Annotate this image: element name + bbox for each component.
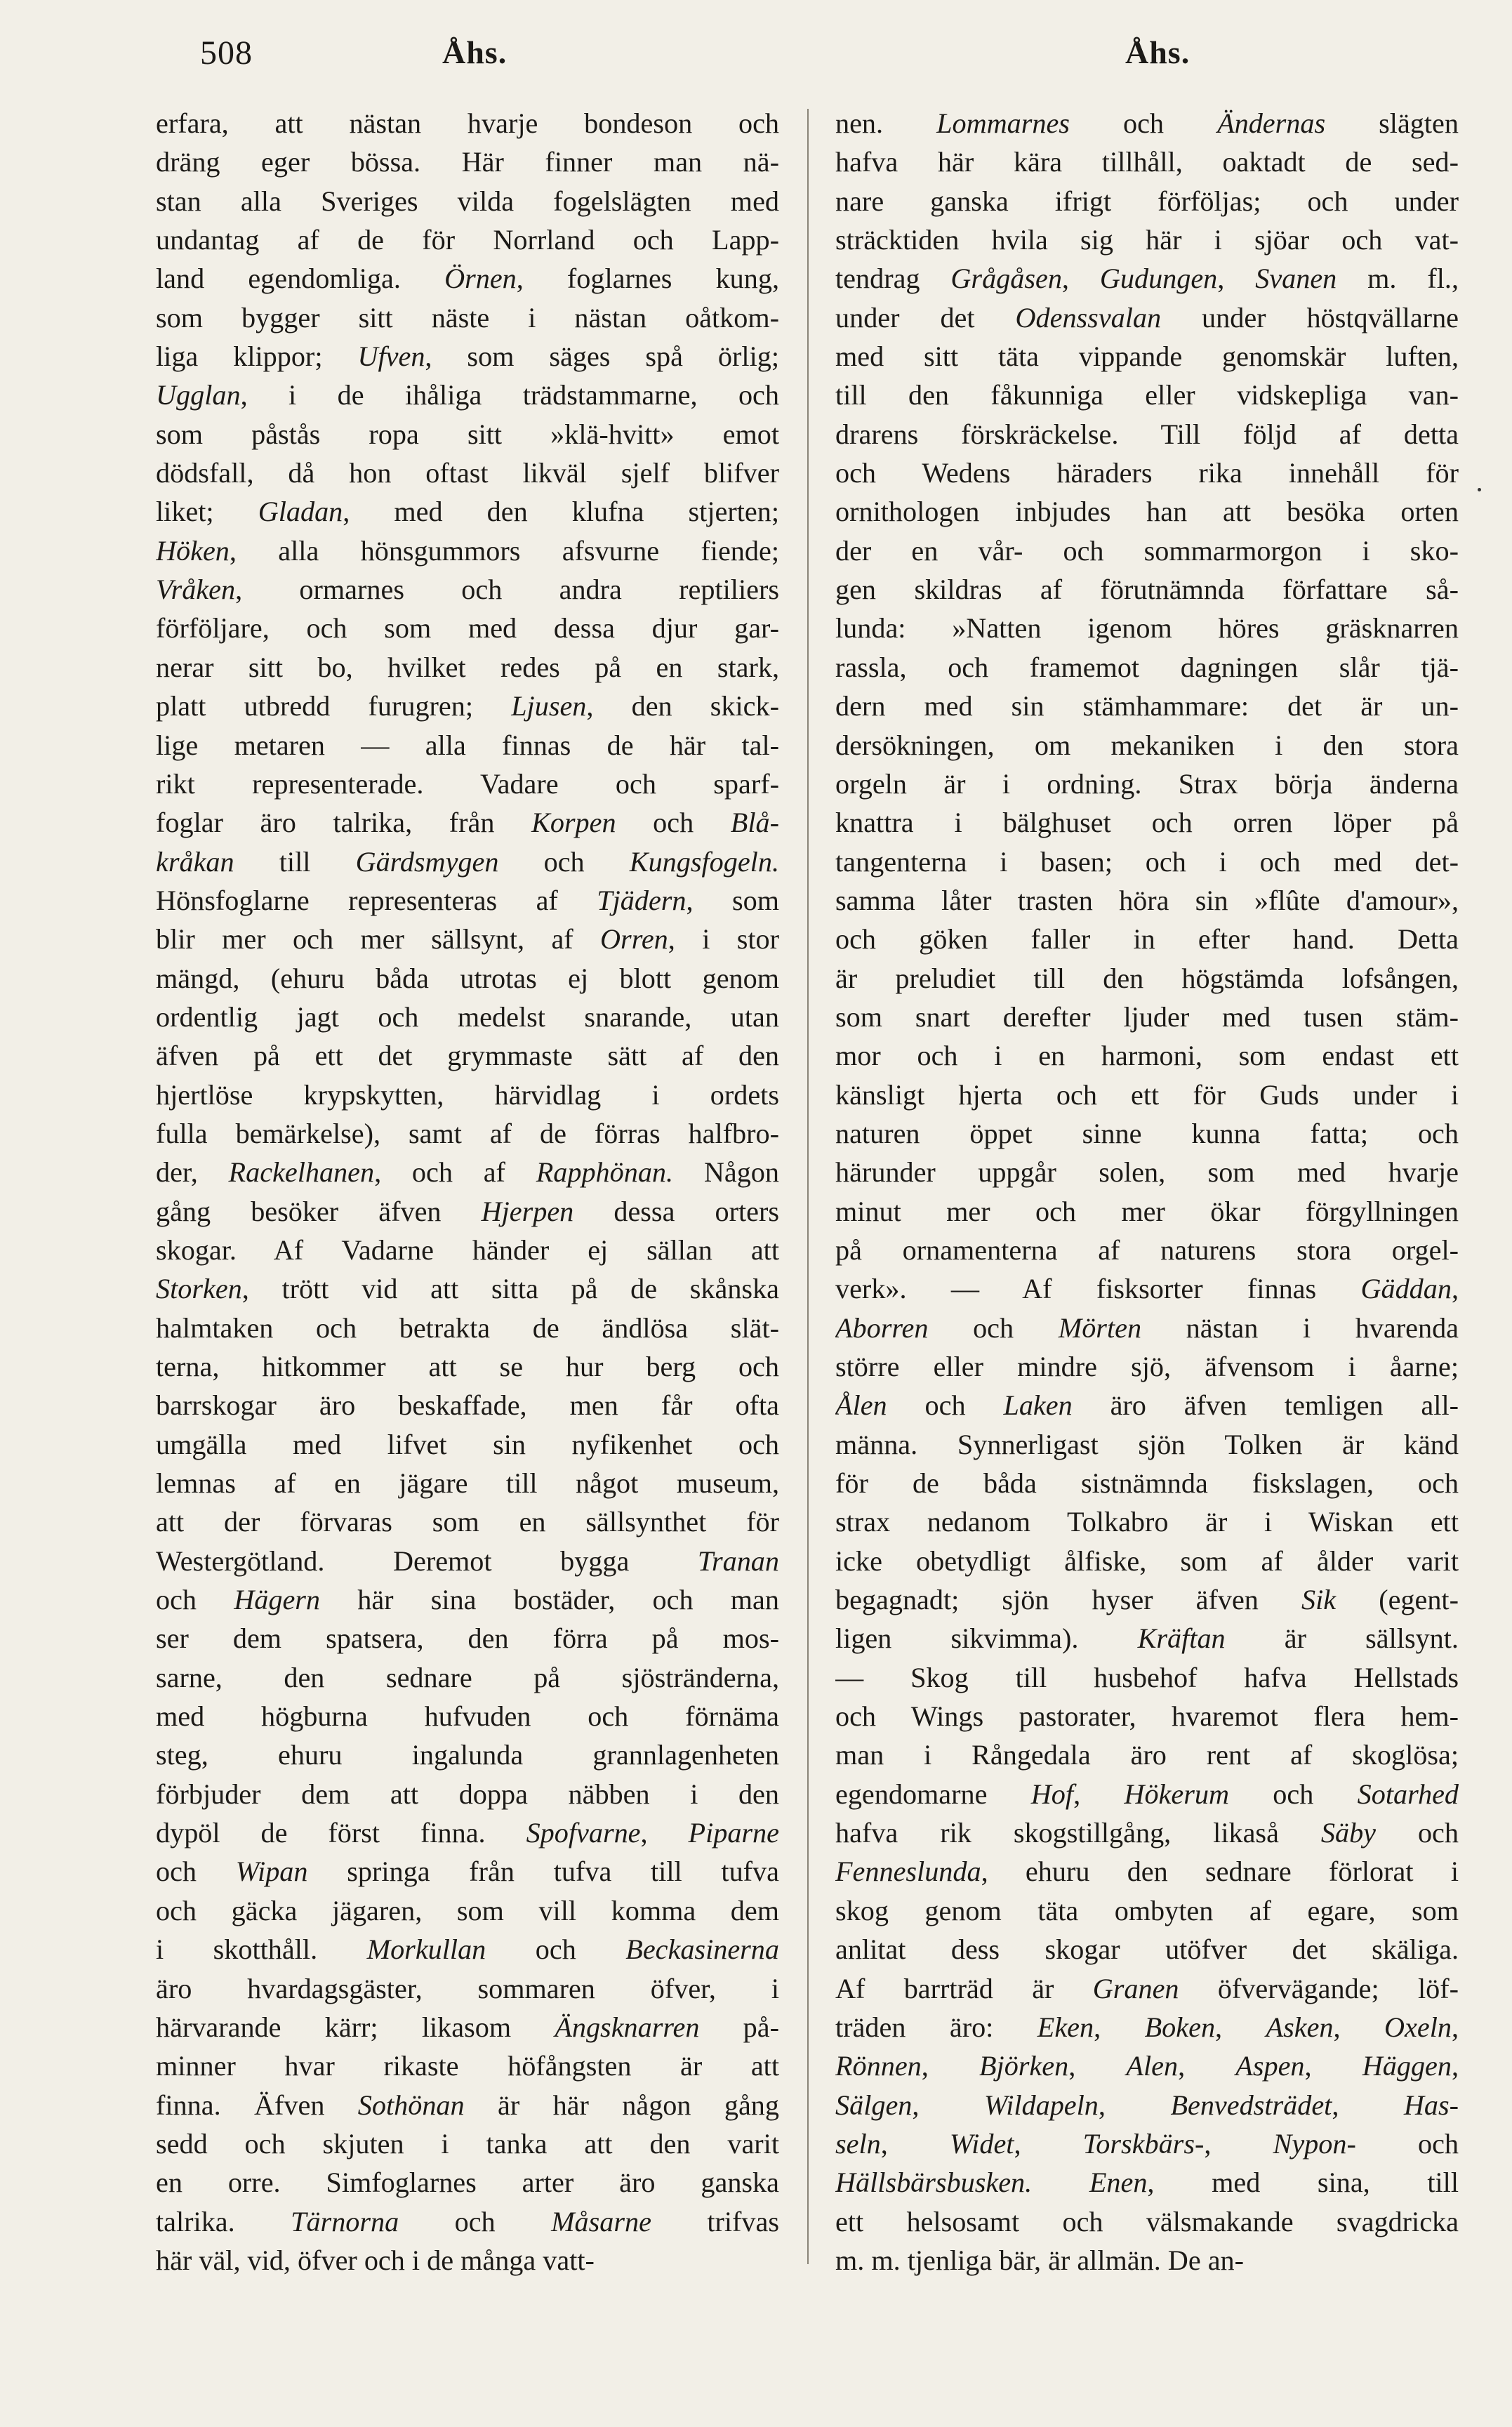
text-line: att der förvaras som en sällsynthet för (156, 1506, 779, 1538)
text-line: här väl, vid, öfver och i de många vatt- (156, 2244, 595, 2276)
text-line: som bygger sitt näste i nästan oåtkom- (156, 301, 779, 333)
text-line: och gäcka jägaren, som vill komma dem (156, 1894, 779, 1926)
text-line: hafva rik skogstillgång, likaså Säby och (835, 1817, 1459, 1849)
text-line: dersökningen, om mekaniken i den stora (835, 729, 1459, 761)
text-line: stan alla Sveriges vilda fogelslägten med (156, 185, 779, 217)
text-line: ett helsosamt och välsmakande svagdricka (835, 2205, 1459, 2237)
text-line: och Hägern här sina bostäder, och man (156, 1584, 779, 1616)
text-line: der, Rackelhanen, och af Rapphönan. Någon (156, 1156, 779, 1189)
text-line: mor och i en harmoni, som endast ett (835, 1040, 1459, 1072)
text-line: lige metaren — alla finnas de här tal- (156, 729, 779, 761)
text-line: härvarande kärr; likasom Ängsknarren på- (156, 2011, 779, 2043)
left-text-column (156, 104, 779, 2280)
text-line: äro hvardagsgäster, sommaren öfver, i (156, 1972, 779, 2004)
text-line: icke obetydligt ålfiske, som af ålder varit (835, 1545, 1459, 1577)
text-line: m. m. tjenliga bär, är allmän. De an- (835, 2244, 1245, 2276)
text-line: Höken, alla hönsgummors afsvurne fiende; (156, 534, 779, 567)
text-line: förbjuder dem att doppa näbben i den (156, 1778, 779, 1810)
column-divider (807, 109, 809, 2264)
text-line: — Skog till husbehof hafva Hellstads (835, 1661, 1459, 1693)
text-line: ordentlig jagt och medelst snarande, utan (156, 1000, 779, 1033)
text-line: för de båda sistnämnda fiskslagen, och (835, 1467, 1459, 1500)
text-line: naturen öppet sinne kunna fatta; och (835, 1117, 1459, 1149)
text-line: härunder uppgår solen, som med hvarje (835, 1156, 1459, 1189)
text-line: Ugglan, i de ihåliga trädstammarne, och (156, 379, 779, 411)
text-line: männa. Synnerligast sjön Tolken är känd (835, 1428, 1459, 1460)
text-line: barrskogar äro beskaffade, men får ofta (156, 1389, 779, 1422)
text-line: en orre. Simfoglarnes arter äro ganska (156, 2167, 779, 2199)
text-line: seln, Widet, Torskbärs-, Nypon- och (835, 2127, 1459, 2160)
text-line: steg, ehuru ingalunda grannlagenheten (156, 1739, 779, 1771)
text-line: drarens förskräckelse. Till följd af detta (835, 418, 1459, 450)
text-line: gen skildras af förutnämnda författare så- (835, 574, 1459, 606)
text-line: tangenterna i basen; och i och med det- (835, 845, 1459, 878)
text-line: strax nedanom Tolkabro är i Wiskan ett (835, 1506, 1459, 1538)
running-head-left: Åhs. (442, 34, 508, 70)
text-line: Vråken, ormarnes och andra reptiliers (156, 574, 779, 606)
text-line: rassla, och framemot dagningen slår tjä- (835, 651, 1459, 683)
text-line: nare ganska ifrigt förföljas; och under (835, 185, 1459, 217)
text-line: talrika. Tärnorna och Måsarne trifvas (156, 2205, 779, 2237)
text-line: dödsfall, då hon oftast likväl sjelf blifver (156, 457, 779, 489)
text-line: sarne, den sednare på sjöstränderna, (156, 1661, 779, 1693)
text-line: förföljare, och som med dessa djur gar- (156, 612, 779, 644)
text-line: Af barrträd är Granen öfvervägande; löf- (835, 1972, 1459, 2004)
text-line: mängd, (ehuru båda utrotas ej blott genom (156, 962, 779, 994)
text-line: Fenneslunda, ehuru den sednare förlorat i (835, 1856, 1459, 1888)
text-line: orgeln är i ordning. Strax börja änderna (835, 767, 1459, 800)
text-line: begagnadt; sjön hyser äfven Sik (egent- (835, 1584, 1459, 1616)
text-line: fulla bemärkelse), samt af de förras halfbro- (156, 1117, 779, 1149)
text-line: under det Odenssvalan under höstqvällarne (835, 301, 1459, 333)
text-line: hafva här kära tillhåll, oaktadt de sed- (835, 146, 1459, 178)
text-line: knattra i bälghuset och orren löper på (835, 807, 1459, 839)
text-line: kråkan till Gärdsmygen och Kungsfogeln. (156, 845, 779, 878)
text-line: dypöl de först finna. Spofvarne, Piparne (156, 1817, 779, 1849)
text-line: är preludiet till den högstämda lofsången, (835, 962, 1459, 994)
text-line: sedd och skjuten i tanka att den varit (156, 2127, 779, 2160)
text-line: träden äro: Eken, Boken, Asken, Oxeln, (835, 2011, 1459, 2043)
text-line: med sitt täta vippande genomskär luften, (835, 340, 1459, 373)
text-line: der en vår- och sommarmorgon i sko- (835, 534, 1459, 567)
text-line: nen. Lommarnes och Ändernas slägten (835, 107, 1459, 139)
text-line: Hällsbärsbusken. Enen, med sina, till (835, 2167, 1459, 2199)
text-line: halmtaken och betrakta de ändlösa slät- (156, 1311, 779, 1344)
text-line: i skotthåll. Morkullan och Beckasinerna (156, 1933, 779, 1966)
text-line: till den fåkunniga eller vidskepliga van- (835, 379, 1459, 411)
text-line: Westergötland. Deremot bygga Tranan (156, 1545, 779, 1577)
right-text-column (835, 104, 1459, 2280)
text-line: och göken faller in efter hand. Detta (835, 923, 1459, 955)
text-line: och Wipan springa från tufva till tufva (156, 1856, 779, 1888)
text-line: rikt representerade. Vadare och sparf- (156, 767, 779, 800)
text-line: lunda: »Natten igenom höres gräsknarren (835, 612, 1459, 644)
text-line: Sälgen, Wildapeln, Benvedsträdet, Has- (835, 2089, 1459, 2121)
text-line: gång besöker äfven Hjerpen dessa orters (156, 1195, 779, 1227)
text-line: ornithologen inbjudes han att besöka orten (835, 496, 1459, 528)
page-number: 508 (200, 34, 253, 72)
text-line: nerar sitt bo, hvilket redes på en stark, (156, 651, 779, 683)
text-line: känsligt hjerta och ett för Guds under i (835, 1078, 1459, 1111)
text-line: minner hvar rikaste höfångsten är att (156, 2050, 779, 2082)
text-line: Aborren och Mörten nästan i hvarenda (835, 1311, 1459, 1344)
text-line: Rönnen, Björken, Alen, Aspen, Häggen, (835, 2050, 1459, 2082)
text-line: dern med sin stämhammare: det är un- (835, 690, 1459, 722)
text-line: skog genom täta ombyten af egare, som (835, 1894, 1459, 1926)
text-line: lemnas af en jägare till något museum, (156, 1467, 779, 1500)
text-line: Ålen och Laken äro äfven temligen all- (835, 1389, 1459, 1422)
text-line: äfven på ett det grymmaste sätt af den (156, 1040, 779, 1072)
text-line: hjertlöse krypskytten, härvidlag i ordets (156, 1078, 779, 1111)
margin-mark (1478, 488, 1481, 491)
text-line: Storken, trött vid att sitta på de skånska (156, 1273, 779, 1305)
text-line: ser dem spatsera, den förra på mos- (156, 1622, 779, 1655)
text-line: skogar. Af Vadarne händer ej sällan att (156, 1234, 779, 1266)
text-line: samma låter trasten höra sin »flûte d'amour», (835, 884, 1459, 916)
text-line: som påstås ropa sitt »klä-hvitt» emot (156, 418, 779, 450)
running-head-right: Åhs. (1125, 34, 1191, 70)
text-line: större eller mindre sjö, äfvensom i åarne; (835, 1351, 1459, 1382)
text-line: platt utbredd furugren; Ljusen, den skick- (156, 690, 779, 722)
text-line: på ornamenterna af naturens stora orgel- (835, 1234, 1459, 1266)
text-line: finna. Äfven Sothönan är här någon gång (156, 2089, 779, 2121)
text-line: sträcktiden hvila sig här i sjöar och vat- (835, 224, 1459, 256)
text-line: liket; Gladan, med den klufna stjerten; (156, 496, 779, 528)
text-line: anlitat dess skogar utöfver det skäliga. (835, 1933, 1459, 1966)
text-line: verk». — Af fisksorter finnas Gäddan, (835, 1273, 1459, 1305)
text-line: egendomarne Hof, Hökerum och Sotarhed (835, 1778, 1459, 1810)
text-line: undantag af de för Norrland och Lapp- (156, 224, 779, 256)
text-line: foglar äro talrika, från Korpen och Blå- (156, 807, 779, 839)
text-line: land egendomliga. Örnen, foglarnes kung, (156, 263, 779, 295)
text-line: man i Rångedala äro rent af skoglösa; (835, 1739, 1459, 1771)
text-line: med högburna hufvuden och förnäma (156, 1700, 779, 1733)
text-line: ligen sikvimma). Kräftan är sällsynt. (835, 1622, 1459, 1655)
text-line: terna, hitkommer att se hur berg och (156, 1351, 779, 1382)
text-line: liga klippor; Ufven, som säges spå örlig; (156, 340, 779, 373)
text-line: blir mer och mer sällsynt, af Orren, i stor (156, 923, 779, 955)
text-line: dräng eger bössa. Här finner man nä- (156, 146, 779, 178)
text-line: tendrag Grågåsen, Gudungen, Svanen m. fl., (835, 263, 1459, 295)
text-line: erfara, att nästan hvarje bondeson och (156, 107, 779, 139)
text-line: Hönsfoglarne representeras af Tjädern, som (156, 884, 779, 916)
text-line: umgälla med lifvet sin nyfikenhet och (156, 1428, 779, 1460)
text-line: minut mer och mer ökar förgyllningen (835, 1195, 1459, 1227)
text-line: som snart derefter ljuder med tusen stäm- (835, 1000, 1459, 1033)
text-line: och Wedens häraders rika innehåll för (835, 457, 1459, 489)
text-line: och Wings pastorater, hvaremot flera hem- (835, 1700, 1459, 1733)
